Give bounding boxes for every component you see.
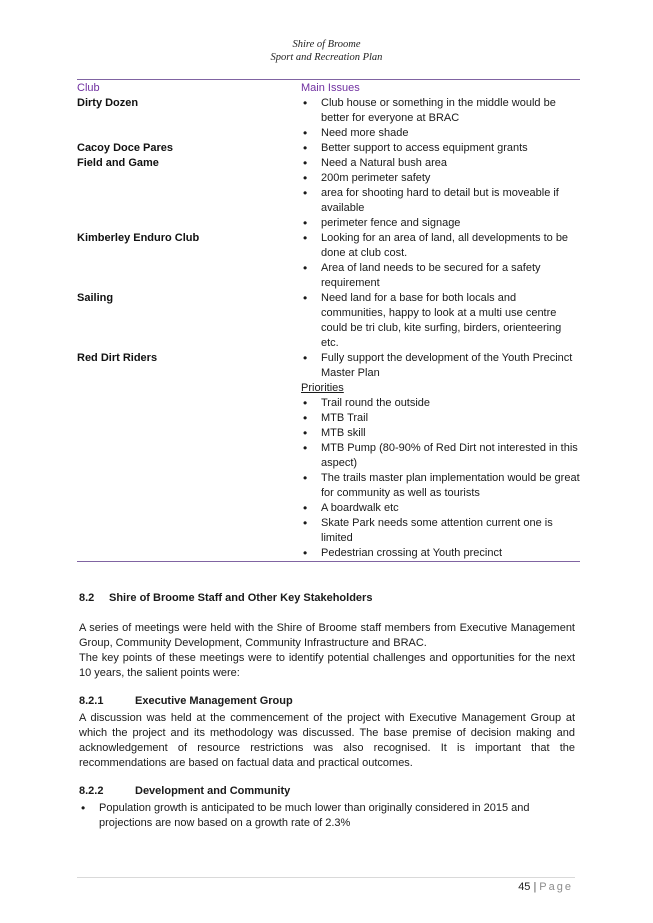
table-row: [77, 156, 580, 231]
running-header: [0, 38, 653, 64]
section-8-2-2-heading: [79, 784, 575, 799]
column-header-main-issues: Main Issues: [301, 82, 360, 94]
bullet-list: [79, 801, 569, 831]
issues-cell: [301, 141, 580, 156]
issues-cell: [301, 351, 580, 561]
page-number: 45: [518, 881, 531, 893]
section-8-2-2-body: [79, 801, 569, 831]
issues-cell: [301, 156, 580, 231]
club-issues-table: [77, 79, 580, 562]
issue-item: • Fully support the development of the Youth Precinct Master Plan: [301, 351, 580, 381]
issue-list: [301, 291, 580, 351]
club-name: Kimberley Enduro Club: [77, 232, 200, 244]
issue-item: • Looking for an area of land, all developments to be done at club cost.: [301, 231, 580, 261]
table-row: [77, 351, 580, 561]
paragraph: A series of meetings were held with the Shire of Broome staff members from Executive Management Group, Community Development, Community Infrastructure and BRAC.: [79, 622, 575, 649]
priorities-heading: Priorities: [301, 382, 344, 394]
table-body: [77, 96, 580, 561]
priority-item: • MTB Trail: [301, 411, 580, 426]
footer-rule: [77, 877, 575, 878]
issue-item: • perimeter fence and signage: [301, 216, 580, 231]
section-8-2-heading: [79, 591, 575, 606]
table-row: [77, 96, 580, 141]
column-header-club: Club: [77, 82, 100, 94]
club-name: Field and Game: [77, 157, 159, 169]
table-row: [77, 141, 580, 156]
issue-item: • 200m perimeter safety: [301, 171, 580, 186]
club-name: Sailing: [77, 292, 114, 304]
bullet-item: • Population growth is anticipated to be much lower than originally considered in 2015 and projections are now based on a growth rate of 2.3%: [79, 801, 569, 831]
issue-list: [301, 156, 580, 231]
issue-list: [301, 351, 580, 381]
section-8-2-1-heading: [79, 694, 575, 709]
priority-item: • Pedestrian crossing at Youth precinct: [301, 546, 580, 561]
section-8-2-1-body: [79, 711, 575, 771]
club-name: Red Dirt Riders: [77, 352, 158, 364]
footer-separator: |: [533, 881, 537, 893]
section-number: 8.2: [79, 592, 95, 604]
club-name: Dirty Dozen: [77, 97, 139, 109]
issues-cell: [301, 291, 580, 351]
priority-item: • A boardwalk etc: [301, 501, 580, 516]
issue-item: • Area of land needs to be secured for a safety requirement: [301, 261, 580, 291]
issue-list: [301, 231, 580, 291]
page-footer: [518, 880, 573, 895]
issue-item: • Need more shade: [301, 126, 580, 141]
priority-list: [301, 396, 580, 561]
issue-item: • Better support to access equipment grants: [301, 141, 580, 156]
table-row: [77, 291, 580, 351]
paragraph: The key points of these meetings were to identify potential challenges and opportunities for the next 10 years, the salient points were:: [79, 652, 575, 679]
issues-cell: [301, 96, 580, 141]
section-number: 8.2.2: [79, 785, 104, 797]
priority-item: • MTB skill: [301, 426, 580, 441]
section-title: Executive Management Group: [135, 695, 293, 707]
section-title: Shire of Broome Staff and Other Key Stakeholders: [109, 592, 373, 604]
section-number: 8.2.1: [79, 695, 104, 707]
section-8-2-body: [79, 621, 575, 681]
priority-item: • Skate Park needs some attention current one is limited: [301, 516, 580, 546]
club-name: Cacoy Doce Pares: [77, 142, 173, 154]
table-bottom-rule: [77, 561, 580, 562]
header-line-2: Sport and Recreation Plan: [270, 52, 383, 63]
issue-item: • area for shooting hard to detail but is moveable if available: [301, 186, 580, 216]
priority-item: • MTB Pump (80-90% of Red Dirt not interested in this aspect): [301, 441, 580, 471]
issue-list: [301, 141, 580, 156]
priority-item: • The trails master plan implementation would be great for community as well as tourists: [301, 471, 580, 501]
section-title: Development and Community: [135, 785, 291, 797]
table-row: [77, 231, 580, 291]
issue-item: • Club house or something in the middle would be better for everyone at BRAC: [301, 96, 580, 126]
issue-item: • Need a Natural bush area: [301, 156, 580, 171]
table-header-row: [77, 80, 580, 96]
page-label: Page: [539, 881, 573, 893]
issue-list: [301, 96, 580, 141]
priority-item: • Trail round the outside: [301, 396, 580, 411]
header-line-1: Shire of Broome: [292, 39, 361, 50]
paragraph: A discussion was held at the commencement of the project with Executive Management Group at which the project and its methodology was discussed. The base premise of decision making and acknowledgement of resource restrictions was also recognised. It is important that the recommendations are based on factual data and practical outcomes.: [79, 712, 575, 769]
issues-cell: [301, 231, 580, 291]
issue-item: • Need land for a base for both locals and communities, happy to look at a multi use centre could be tri club, kite surfing, birders, orienteering etc.: [301, 291, 580, 351]
